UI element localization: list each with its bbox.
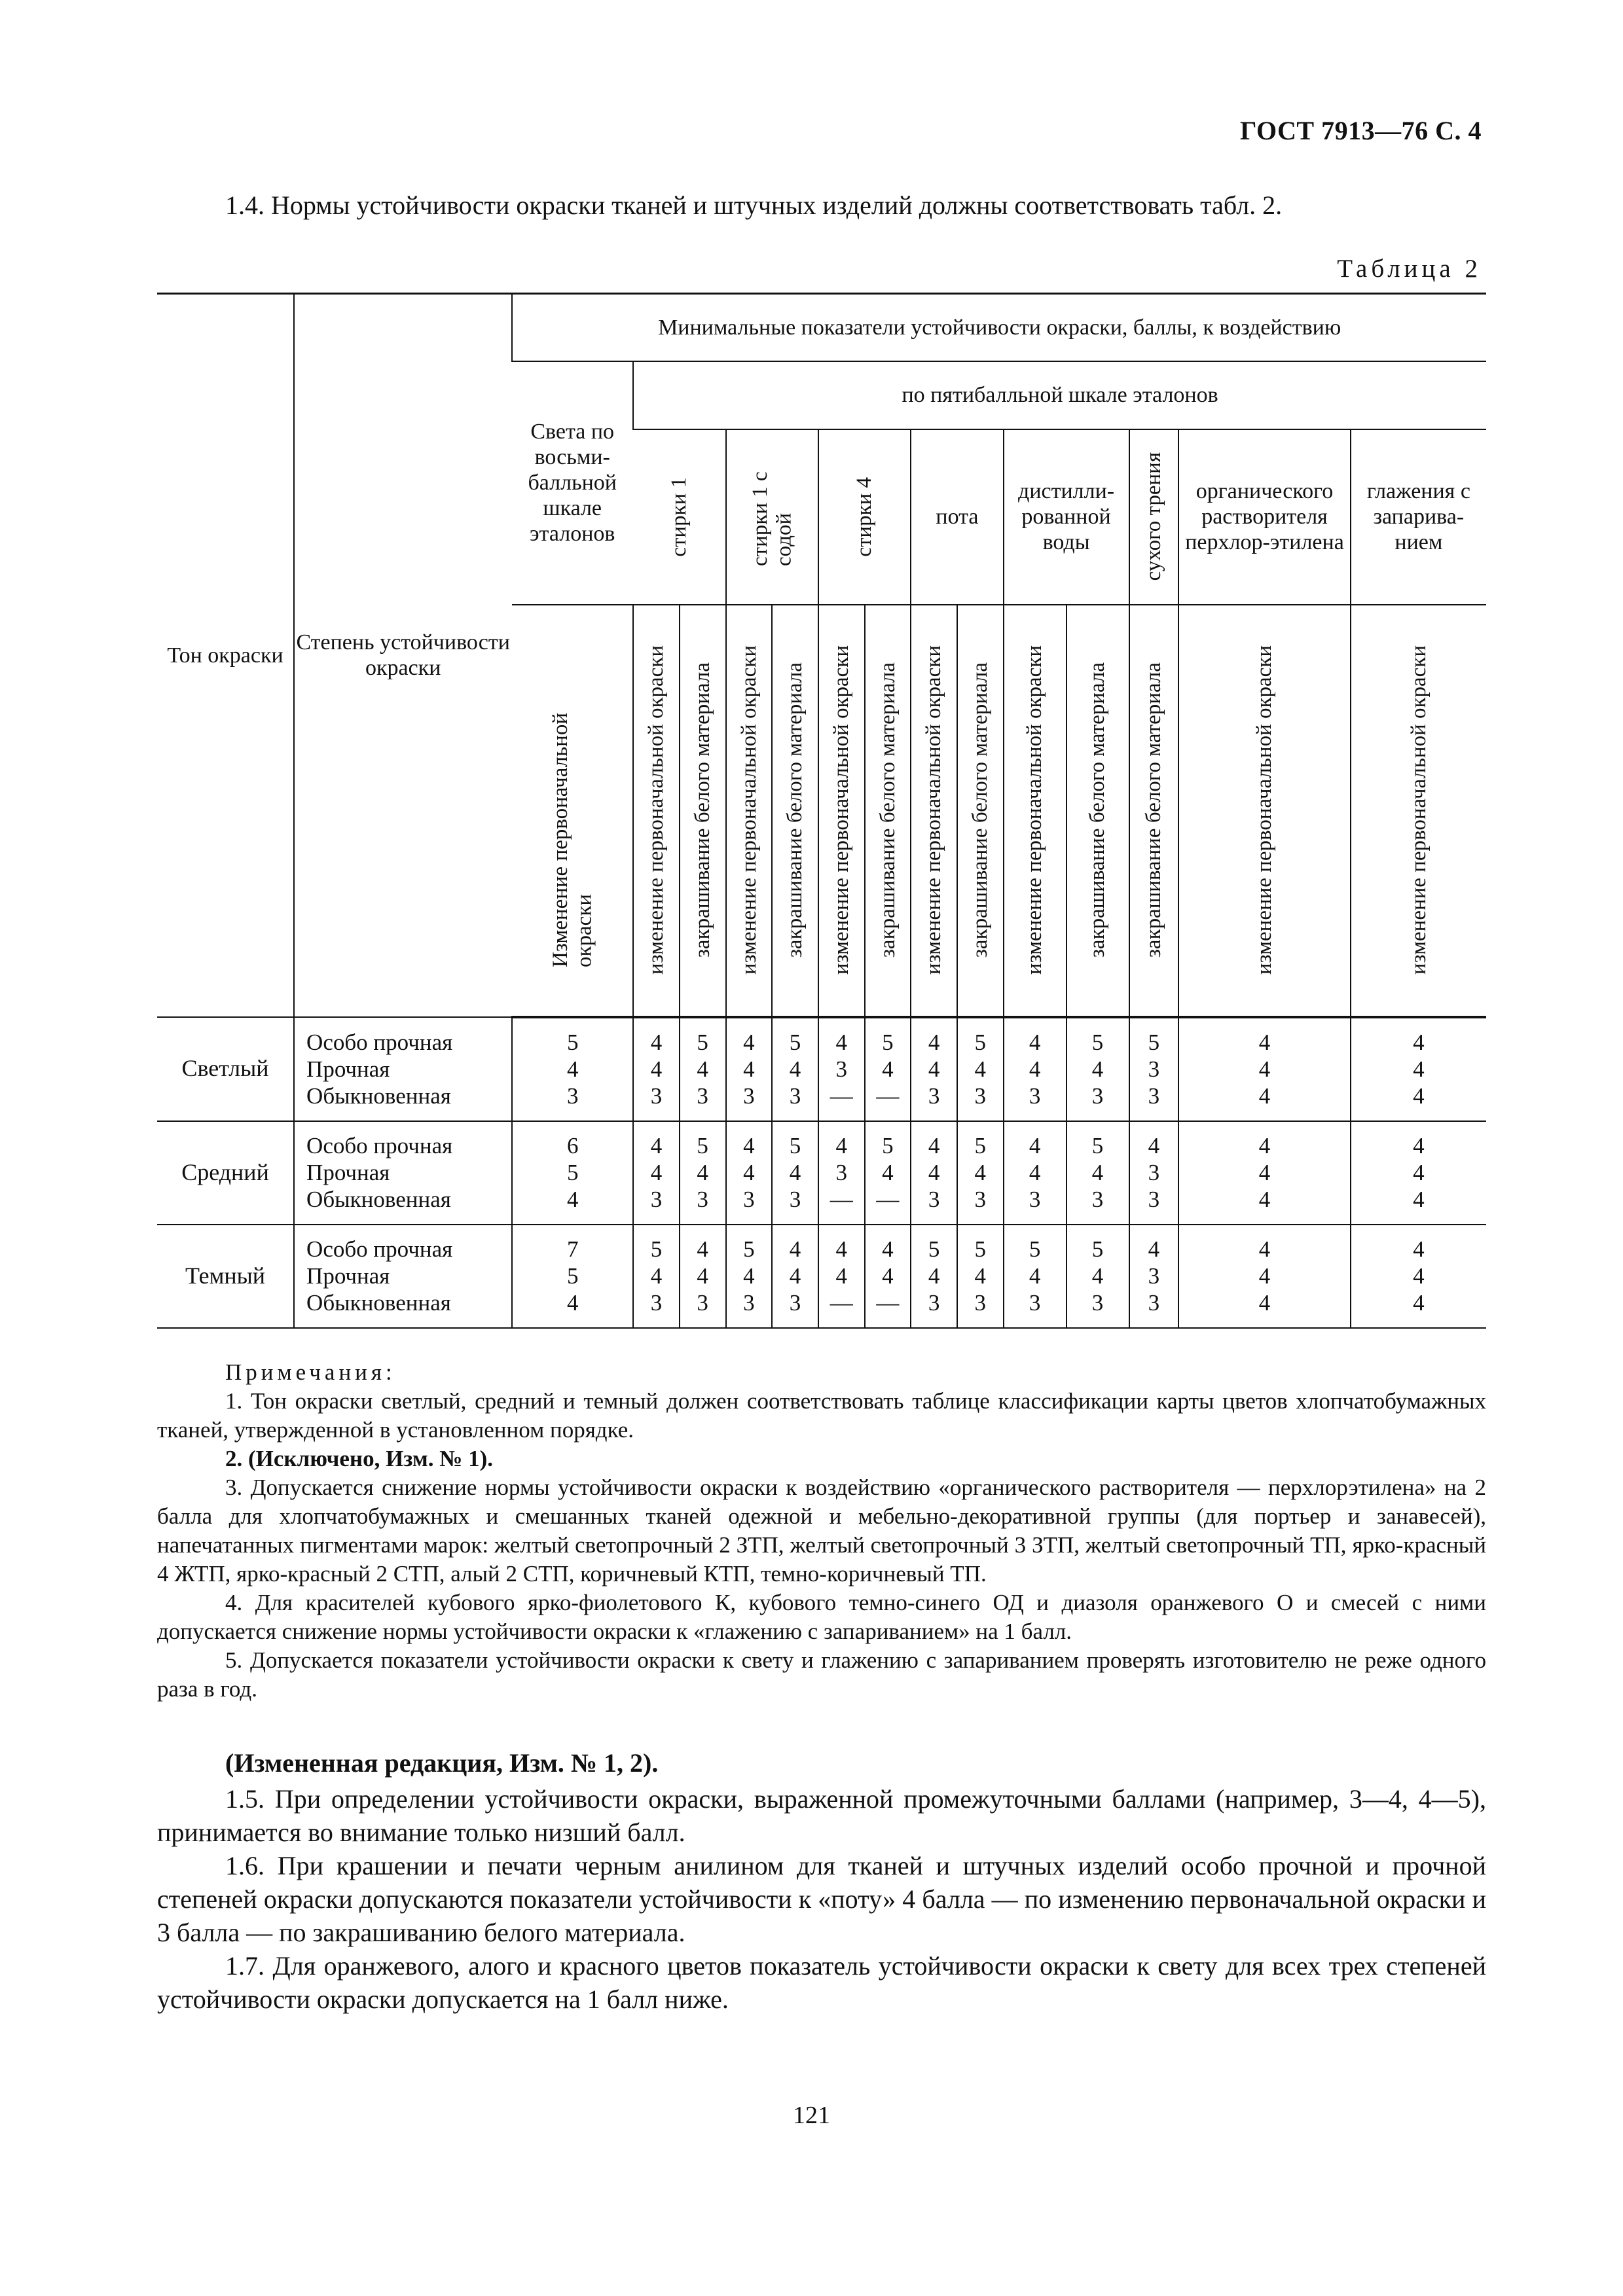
subheader-stain: закрашивание белого материала: [1129, 605, 1179, 1017]
subheader-stain: закрашивание белого материала: [865, 605, 911, 1017]
value-cell: [1004, 1225, 1067, 1328]
value: 4: [1413, 1133, 1425, 1158]
value-cell: [1129, 1121, 1179, 1225]
value: 4: [928, 1160, 940, 1185]
value: 4: [789, 1056, 801, 1082]
value: 5: [566, 1160, 579, 1185]
value: 3: [1091, 1083, 1104, 1109]
value: 5: [1091, 1030, 1104, 1055]
degree-label: Особо прочная: [306, 1029, 453, 1055]
value-cell: [957, 1121, 1004, 1225]
value: 4: [1029, 1160, 1041, 1185]
header-five-point-scale: по пятибалльной шкале эталонов: [633, 361, 1486, 429]
value: 4: [650, 1133, 663, 1158]
degree-label: Прочная: [306, 1056, 390, 1082]
header-light: Света по восьми-балльной шкале эталонов: [512, 361, 633, 605]
value-cell: [512, 1225, 633, 1328]
value: 4: [789, 1263, 801, 1289]
header-wash-1-soda: стирки 1 с содой: [726, 429, 818, 605]
body-paragraph: 1.5. При определении устойчивости окраски, выраженной промежуточными баллами (например, 3—4, 4—5), принимается во внимание только низший балл.: [157, 1784, 1486, 1847]
table-row: [157, 1017, 1486, 1121]
value-cell: [772, 1121, 818, 1225]
value: 4: [1258, 1083, 1271, 1109]
subheader-light-change: Изменение первоначальной окраски: [512, 605, 633, 1017]
body-paragraph: 1.6. При крашении и печати черным анилином для тканей и штучных изделий особо прочной и прочной степеней окраски допускаются показатели устойчивости к «поту» 4 балла — по изменению первоначальной окраски и 3 балла — по закрашиванию белого материала.: [157, 1851, 1486, 1947]
value: 4: [1258, 1056, 1271, 1082]
value-cell: [633, 1225, 680, 1328]
value: 3: [1148, 1187, 1160, 1212]
value: 4: [928, 1133, 940, 1158]
value-cell: [911, 1017, 957, 1121]
value: 4: [743, 1133, 755, 1158]
degree-label: Прочная: [306, 1160, 390, 1185]
value: 4: [1413, 1236, 1425, 1262]
note-item: 4. Для красителей кубового ярко-фиолетового К, кубового темно-синего ОД и диазоля оранжевого О и смесей с ними допускается снижение нормы устойчивости окраски к «глажению с запариванием» на 1 балл.: [157, 1590, 1486, 1644]
header-dry-rubbing: сухого трения: [1129, 429, 1179, 605]
value: 5: [974, 1236, 987, 1262]
value: 3: [928, 1187, 940, 1212]
value: 3: [566, 1083, 579, 1109]
value: 5: [650, 1236, 663, 1262]
value: 3: [697, 1083, 708, 1109]
value: 3: [1148, 1160, 1160, 1185]
value: 3: [1148, 1083, 1160, 1109]
note-item: 2. (Исключено, Изм. № 1).: [225, 1446, 494, 1471]
value: 3: [974, 1187, 987, 1212]
value: 6: [566, 1133, 579, 1158]
value: 7: [566, 1236, 579, 1262]
value: 4: [697, 1263, 708, 1289]
value: 3: [650, 1187, 663, 1212]
value-cell: [957, 1017, 1004, 1121]
degree-cell: [294, 1017, 512, 1121]
value: 3: [743, 1187, 755, 1212]
degree-label: Прочная: [306, 1263, 390, 1289]
table-row: [157, 1121, 1486, 1225]
value: 3: [928, 1290, 940, 1316]
value: 3: [928, 1083, 940, 1109]
value: 4: [1413, 1160, 1425, 1185]
value: 4: [1029, 1263, 1041, 1289]
value: 4: [566, 1187, 579, 1212]
value: 5: [882, 1133, 894, 1158]
value: 3: [1029, 1083, 1041, 1109]
value-cell: [680, 1121, 726, 1225]
value-cell: [726, 1121, 773, 1225]
value-cell: [633, 1121, 680, 1225]
value: 4: [1258, 1133, 1271, 1158]
value: 4: [974, 1160, 987, 1185]
value: 3: [650, 1083, 663, 1109]
value-cell: [512, 1121, 633, 1225]
value: 5: [697, 1030, 708, 1055]
value: 4: [835, 1263, 847, 1289]
body-paragraph: 1.7. Для оранжевого, алого и красного цветов показатель устойчивости окраски к свету для всех трех степеней устойчивости окраски допускается на 1 балл ниже.: [157, 1951, 1486, 2014]
value: —: [830, 1290, 853, 1316]
value: —: [876, 1290, 900, 1316]
value: 3: [789, 1290, 801, 1316]
value: 4: [882, 1160, 894, 1185]
value: 3: [835, 1056, 847, 1082]
degree-label: Особо прочная: [306, 1133, 453, 1158]
value: 4: [1258, 1263, 1271, 1289]
value: 4: [650, 1030, 663, 1055]
value: 4: [1258, 1030, 1271, 1055]
header-wash-1: стирки 1: [633, 429, 725, 605]
header-distilled-water: дистилли-рованной воды: [1004, 429, 1129, 605]
document-reference: ГОСТ 7913—76 С. 4: [1239, 116, 1482, 145]
table-caption: Таблица 2: [1337, 255, 1482, 283]
value-cell: [1178, 1121, 1351, 1225]
value: 3: [743, 1290, 755, 1316]
value: 4: [650, 1160, 663, 1185]
value: —: [830, 1083, 853, 1109]
value: 3: [1029, 1187, 1041, 1212]
value: 5: [789, 1133, 801, 1158]
value: 4: [1413, 1056, 1425, 1082]
value: 4: [835, 1133, 847, 1158]
note-item: 5. Допускается показатели устойчивости окраски к свету и глажению с запариванием проверять изготовителю не реже одного раза в год.: [157, 1647, 1486, 1702]
value: 4: [743, 1160, 755, 1185]
subheader-change: изменение первоначальной окраски: [633, 605, 680, 1017]
value: 4: [697, 1236, 708, 1262]
value: 3: [1148, 1290, 1160, 1316]
subheader-change: изменение первоначальной окраски: [1351, 605, 1486, 1017]
value: 4: [650, 1263, 663, 1289]
value-cell: [1351, 1225, 1486, 1328]
value-cell: [865, 1225, 911, 1328]
header-wash-4: стирки 4: [818, 429, 911, 605]
subheader-change: изменение первоначальной окраски: [818, 605, 865, 1017]
value-cell: [1351, 1121, 1486, 1225]
value-cell: [772, 1225, 818, 1328]
subheader-change: изменение первоначальной окраски: [1004, 605, 1067, 1017]
value: 4: [1148, 1236, 1160, 1262]
value: 5: [882, 1030, 894, 1055]
tone-cell: Средний: [157, 1121, 294, 1225]
subheader-stain: закрашивание белого материала: [680, 605, 726, 1017]
tone-cell: Темный: [157, 1225, 294, 1328]
value: 4: [974, 1056, 987, 1082]
body-text: [157, 1746, 1486, 2016]
value-cell: [512, 1017, 633, 1121]
value: 4: [1258, 1187, 1271, 1212]
value: 3: [697, 1290, 708, 1316]
value: 4: [928, 1263, 940, 1289]
header-ironing: глажения с запарива-нием: [1351, 429, 1486, 605]
value: 3: [1091, 1290, 1104, 1316]
value-cell: [772, 1017, 818, 1121]
value: 5: [974, 1133, 987, 1158]
value: 4: [743, 1056, 755, 1082]
value: —: [876, 1187, 900, 1212]
value: 4: [1413, 1030, 1425, 1055]
value-cell: [1351, 1017, 1486, 1121]
value: 4: [789, 1236, 801, 1262]
value-cell: [865, 1017, 911, 1121]
value-cell: [1004, 1121, 1067, 1225]
value: 5: [974, 1030, 987, 1055]
value: 4: [743, 1030, 755, 1055]
degree-label: Обыкновенная: [306, 1187, 451, 1212]
intro-paragraph: 1.4. Нормы устойчивости окраски тканей и штучных изделий должны соответствовать табл. 2.: [225, 190, 1283, 220]
header-sweat: пота: [911, 429, 1003, 605]
degree-label: Обыкновенная: [306, 1290, 451, 1316]
amendment-note: (Измененная редакция, Изм. № 1, 2).: [225, 1748, 659, 1778]
notes-section: [157, 1358, 1486, 1704]
value: 4: [882, 1056, 894, 1082]
value: 4: [928, 1056, 940, 1082]
subheader-change: изменение первоначальной окраски: [726, 605, 773, 1017]
note-item: 3. Допускается снижение нормы устойчивости окраски к воздействию «органического растворителя — перхлорэтилена» на 2 балла для хлопчатобумажных и смешанных тканей одежной и мебельно-декоративной группы (для портьер и занавесей), напечатанных пигментами марок: желтый светопрочный 2 ЗТП, желтый светопрочный 3 ЗТП, желтый светопрочный ТП, ярко-красный 4 ЖТП, ярко-красный 2 СТП, алый 2 СТП, коричневый КТП, темно-коричневый ТП.: [157, 1475, 1486, 1587]
value-cell: [726, 1017, 773, 1121]
value: 5: [697, 1133, 708, 1158]
degree-label: Обыкновенная: [306, 1083, 451, 1109]
value-cell: [1129, 1225, 1179, 1328]
value: 4: [835, 1236, 847, 1262]
note-item: 1. Тон окраски светлый, средний и темный должен соответствовать таблице классификации карты цветов хлопчатобумажных тканей, утвержденной в установленном порядке.: [157, 1388, 1486, 1443]
value: 4: [1091, 1263, 1104, 1289]
value: 3: [974, 1083, 987, 1109]
value: 4: [1091, 1160, 1104, 1185]
value: 4: [697, 1056, 708, 1082]
subheader-stain: закрашивание белого материала: [957, 605, 1004, 1017]
value: 5: [1029, 1236, 1041, 1262]
page-number: 121: [793, 2102, 830, 2129]
value: 5: [743, 1236, 755, 1262]
value: 5: [1091, 1236, 1104, 1262]
degree-label: Особо прочная: [306, 1236, 453, 1262]
value: 3: [789, 1187, 801, 1212]
value-cell: [680, 1225, 726, 1328]
value-cell: [818, 1121, 865, 1225]
value: 4: [1413, 1187, 1425, 1212]
value: 3: [1148, 1263, 1160, 1289]
value: 3: [974, 1290, 987, 1316]
value-cell: [957, 1225, 1004, 1328]
value: 4: [1029, 1056, 1041, 1082]
subheader-change: изменение первоначальной окраски: [1178, 605, 1351, 1017]
subheader-stain: закрашивание белого материала: [772, 605, 818, 1017]
value: —: [830, 1187, 853, 1212]
tone-cell: Светлый: [157, 1017, 294, 1121]
value: 4: [974, 1263, 987, 1289]
value: 3: [743, 1083, 755, 1109]
value: 3: [650, 1290, 663, 1316]
value: 4: [1413, 1263, 1425, 1289]
value: 4: [882, 1236, 894, 1262]
table-row: [157, 1225, 1486, 1328]
value-cell: [1004, 1017, 1067, 1121]
value: 4: [1258, 1160, 1271, 1185]
value: 4: [1148, 1133, 1160, 1158]
value-cell: [911, 1121, 957, 1225]
value-cell: [818, 1017, 865, 1121]
value: —: [876, 1083, 900, 1109]
value-cell: [680, 1017, 726, 1121]
value: 4: [743, 1263, 755, 1289]
degree-cell: [294, 1121, 512, 1225]
value: 5: [789, 1030, 801, 1055]
value: 4: [789, 1160, 801, 1185]
value: 4: [697, 1160, 708, 1185]
value-cell: [726, 1225, 773, 1328]
value: 3: [697, 1187, 708, 1212]
value-cell: [1129, 1017, 1179, 1121]
value: 5: [928, 1236, 940, 1262]
value: 3: [789, 1083, 801, 1109]
value: 4: [566, 1290, 579, 1316]
header-degree: Степень устойчивости окраски: [294, 294, 512, 1017]
header-organic-solvent: органического растворителя перхлор-этилена: [1178, 429, 1351, 605]
value: 4: [882, 1263, 894, 1289]
value: 5: [1148, 1030, 1160, 1055]
table-body: [157, 1017, 1486, 1328]
value-cell: [911, 1225, 957, 1328]
value-cell: [1067, 1225, 1129, 1328]
value: 3: [835, 1160, 847, 1185]
fastness-norms-table: [157, 293, 1486, 1329]
value-cell: [1178, 1017, 1351, 1121]
value: 4: [1091, 1056, 1104, 1082]
value: 3: [1148, 1056, 1160, 1082]
value: 4: [566, 1056, 579, 1082]
value: 4: [1413, 1290, 1425, 1316]
value: 4: [1029, 1030, 1041, 1055]
value: 5: [566, 1263, 579, 1289]
value-cell: [1178, 1225, 1351, 1328]
value: 4: [928, 1030, 940, 1055]
value: 3: [1029, 1290, 1041, 1316]
value: 4: [1258, 1236, 1271, 1262]
value: 4: [835, 1030, 847, 1055]
value: 5: [566, 1030, 579, 1055]
value-cell: [1067, 1017, 1129, 1121]
value: 5: [1091, 1133, 1104, 1158]
notes-title: Примечания:: [225, 1359, 396, 1385]
value: 4: [650, 1056, 663, 1082]
value-cell: [865, 1121, 911, 1225]
value: 3: [1091, 1187, 1104, 1212]
value: 4: [1029, 1133, 1041, 1158]
value-cell: [633, 1017, 680, 1121]
value-cell: [818, 1225, 865, 1328]
degree-cell: [294, 1225, 512, 1328]
value: 4: [1258, 1290, 1271, 1316]
value: 4: [1413, 1083, 1425, 1109]
subheader-change: изменение первоначальной окраски: [911, 605, 957, 1017]
subheader-stain: закрашивание белого материала: [1067, 605, 1129, 1017]
header-min-indicators: Минимальные показатели устойчивости окраски, баллы, к воздействию: [512, 294, 1486, 361]
value-cell: [1067, 1121, 1129, 1225]
header-tone: Тон окраски: [157, 294, 294, 1017]
